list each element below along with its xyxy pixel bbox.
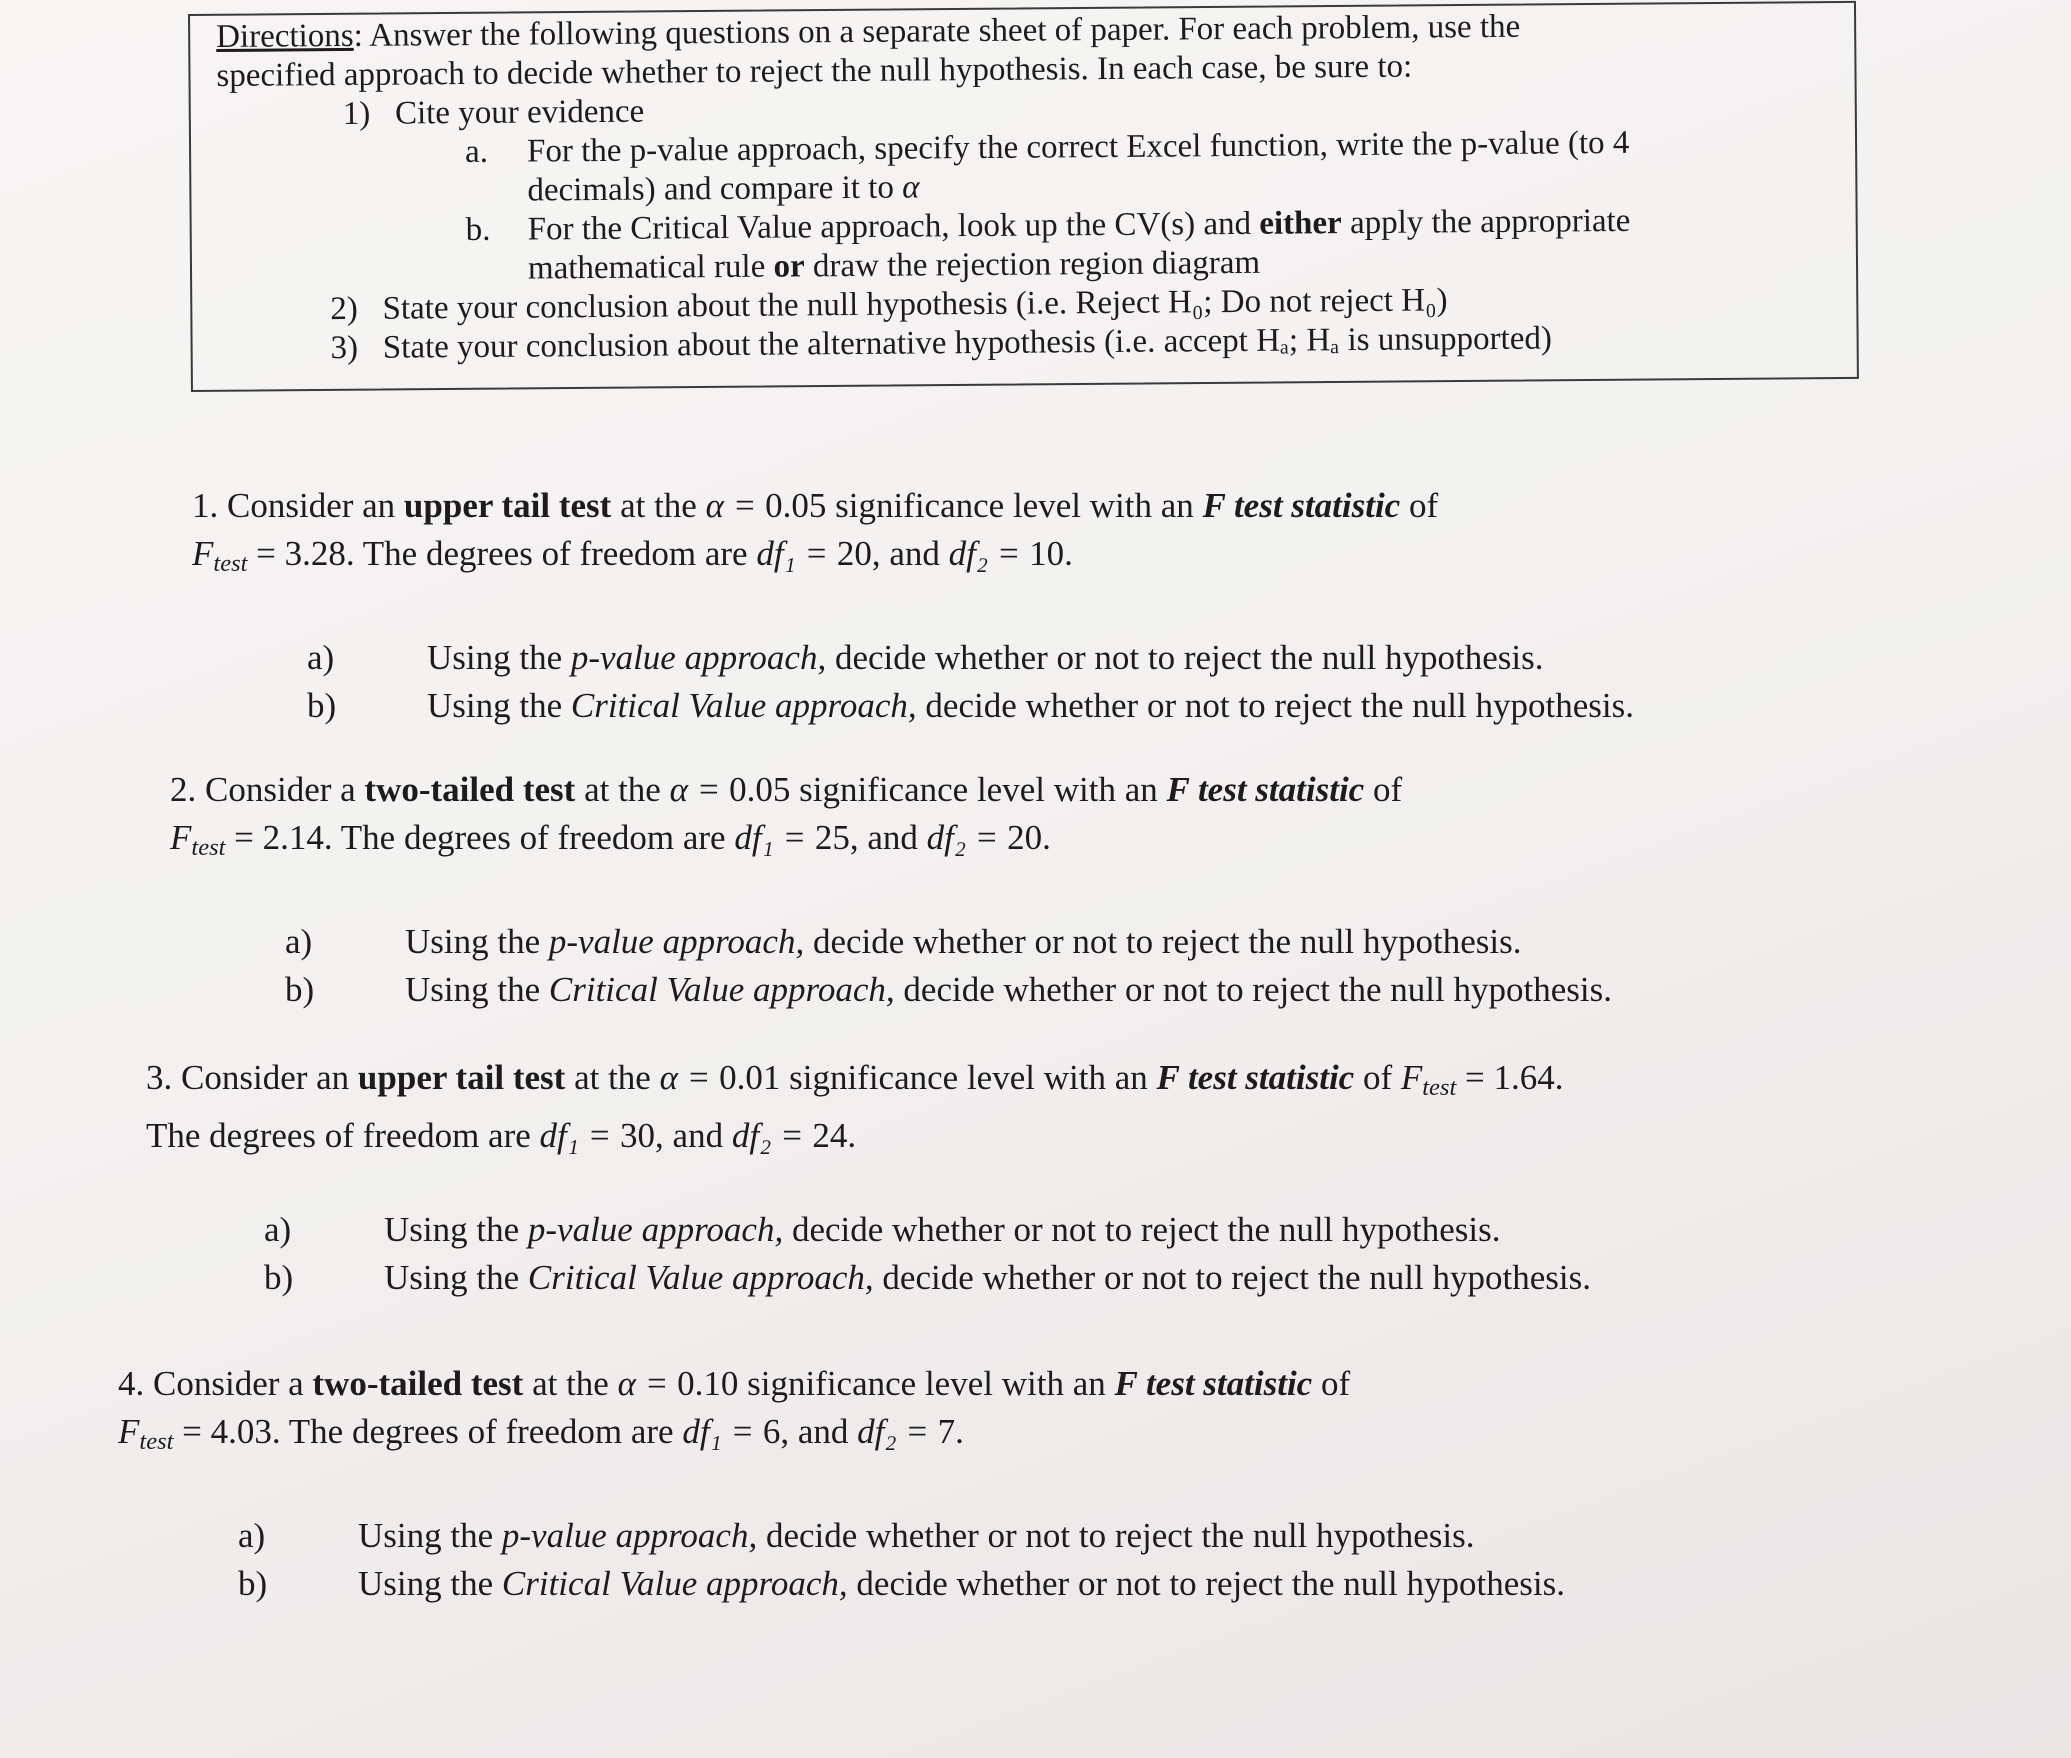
question-2-line-1: 2. Consider a two-tailed test at the α = 0.05 significance level with an F test statistic of [170,770,1403,809]
question-1 [192,482,1634,730]
directions-item-2: 2) State your conclusion about the null hypothesis (i.e. Reject H₀; Do not reject H₀) [330,282,1448,328]
directions-item-1b: b. For the Critical Value approach, look up the CV(s) and either apply the appropriate mathematical rule or draw the rejection region diagram [465,202,1631,287]
directions-line-1: Directions: Answer the following questions on a separate sheet of paper. For each problem, use the [216,8,1521,55]
question-2-part-a: a) Using the p-value approach, decide whether or not to reject the null hypothesis. [285,922,1522,962]
directions-heading: Directions [216,17,354,55]
question-4-line-1: 4. Consider a two-tailed test at the α = 0.10 significance level with an F test statistic of [118,1364,1351,1403]
question-3-line-1: 3. Consider an upper tail test at the α = 0.01 significance level with an F test statistic of $F_{test} = 1.64$. [146,1058,1564,1102]
directions-item-1: 1) Cite your evidence [342,93,645,133]
question-4-parts [118,1512,1565,1608]
directions-line-2: specified approach to decide whether to reject the null hypothesis. In each case, be sure to: [216,48,1413,94]
question-1-parts [192,634,1634,730]
question-4-part-a: a) Using the p-value approach, decide whether or not to reject the null hypothesis. [238,1516,1475,1556]
question-1-line-2: $F_{test} = 3.28$. The degrees of freedom are df₁ = 20, and df₂ = 10. [192,534,1073,578]
question-1-part-b: b) Using the Critical Value approach, decide whether or not to reject the null hypothesis. [307,686,1634,726]
question-4-part-b: b) Using the Critical Value approach, decide whether or not to reject the null hypothesis. [238,1564,1565,1604]
question-3-parts [146,1206,1591,1302]
directions-item-3: 3) State your conclusion about the alternative hypothesis (i.e. accept Hₐ; Hₐ is unsupported) [330,320,1553,367]
question-3 [146,1054,1591,1302]
question-2-line-2: $F_{test} = 2.14$. The degrees of freedom are df₁ = 25, and df₂ = 20. [170,818,1051,862]
question-3-part-b: b) Using the Critical Value approach, decide whether or not to reject the null hypothesis. [264,1258,1591,1298]
question-1-part-a: a) Using the p-value approach, decide whether or not to reject the null hypothesis. [307,638,1544,678]
directions-item-1a: a. For the p-value approach, specify the correct Excel function, write the p-value (to 4 decimals) and compare it to α [464,124,1630,209]
question-2-parts [170,918,1612,1014]
question-2-part-b: b) Using the Critical Value approach, decide whether or not to reject the null hypothesis. [285,970,1612,1010]
question-1-line-1: 1. Consider an upper tail test at the α = 0.05 significance level with an F test statistic of [192,486,1439,525]
question-3-line-2: The degrees of freedom are df₁ = 30, and df₂ = 24. [146,1116,857,1156]
question-3-part-a: a) Using the p-value approach, decide whether or not to reject the null hypothesis. [264,1210,1501,1250]
question-2 [170,766,1612,1014]
question-4-line-2: $F_{test} = 4.03$. The degrees of freedom are df₁ = 6, and df₂ = 7. [118,1412,964,1456]
directions-text [216,5,1849,369]
question-4 [118,1360,1565,1608]
